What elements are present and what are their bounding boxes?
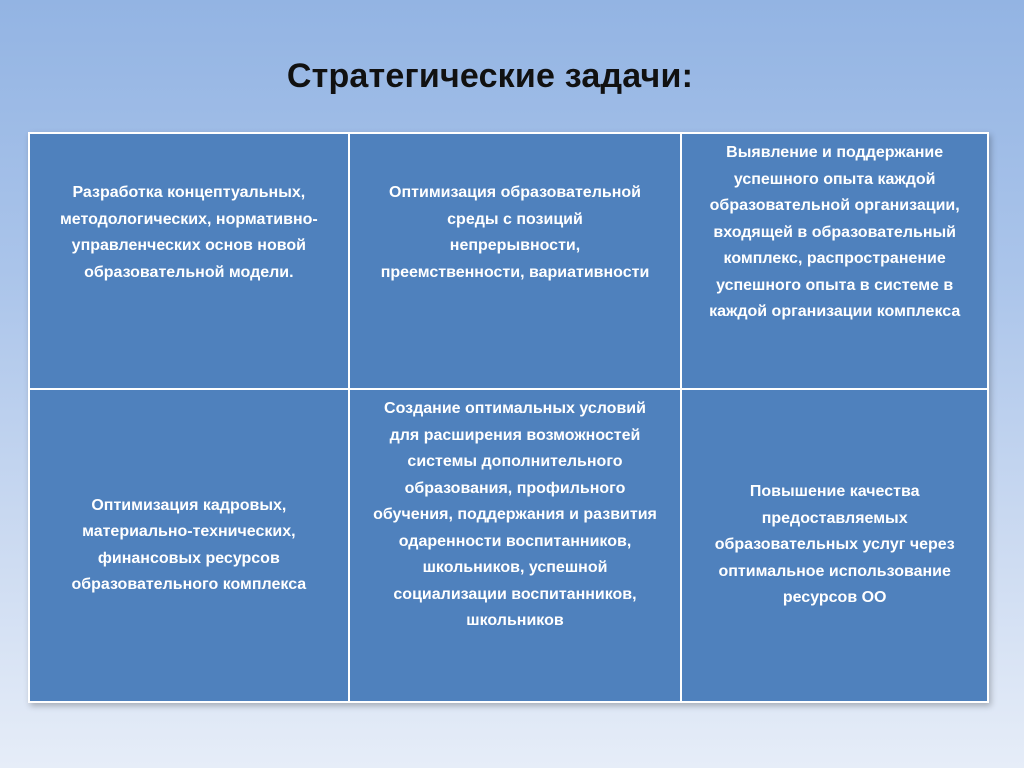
task-text: Оптимизация образовательной среды с позиций непрерывности, преемственности, вариативности bbox=[380, 184, 650, 281]
task-text: Создание оптимальных условий для расширения возможностей системы дополнительного образования, профильного обучения, поддержания и развития одаренности воспитанников, школьников, успешной социализации воспитанников, школьников bbox=[373, 400, 657, 629]
task-text: Разработка концептуальных, методологических, нормативно-управленческих основ новой образовательной модели. bbox=[59, 184, 318, 281]
strategic-tasks-table bbox=[28, 132, 989, 703]
task-cell bbox=[29, 133, 349, 389]
task-text: Выявление и поддержание успешного опыта каждой образовательной организации, входящей в образовательный комплекс, распространение успешного опыта в системе в каждой организации комплекса bbox=[709, 144, 961, 320]
task-cell bbox=[349, 389, 682, 702]
task-cell bbox=[29, 389, 349, 702]
table-row bbox=[29, 389, 988, 702]
task-cell bbox=[681, 389, 988, 702]
task-text: Оптимизация кадровых, материально-технических, финансовых ресурсов образовательного комплекса bbox=[71, 496, 307, 593]
table-row bbox=[29, 133, 988, 389]
slide-title: Стратегические задачи: bbox=[286, 56, 694, 95]
task-text: Повышение качества предоставляемых образовательных услуг через оптимальное использование ресурсов ОО bbox=[714, 483, 955, 607]
task-cell bbox=[349, 133, 682, 389]
task-cell bbox=[681, 133, 988, 389]
